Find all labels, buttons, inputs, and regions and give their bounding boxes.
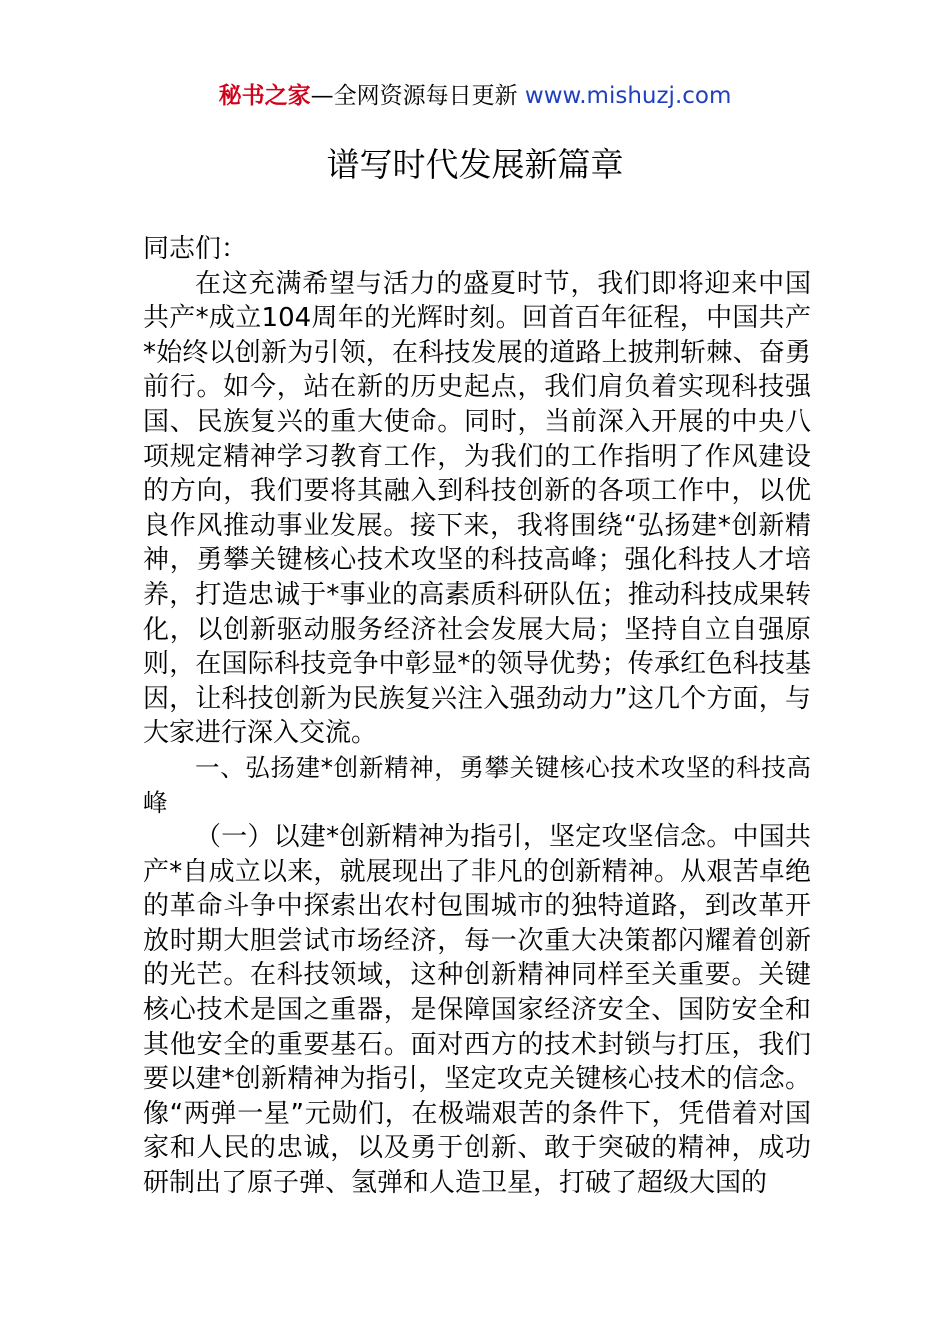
site-url-link[interactable]: www.mishuzj.com [524, 83, 732, 109]
document-body [143, 232, 811, 1201]
section-heading-1: 一、弘扬建*创新精神，勇攀关键核心技术攻坚的科技高峰 [143, 752, 811, 817]
salutation: 同志们： [143, 234, 248, 264]
brand-name: 秘书之家 [218, 83, 311, 109]
header-tagline: —全网资源每日更新 [310, 83, 518, 109]
site-header [0, 78, 950, 114]
document-title: 谱写时代发展新篇章 [326, 145, 624, 184]
paragraph-intro: 在这充满希望与活力的盛夏时节，我们即将迎来中国共产*成立104周年的光辉时刻。回首百年征程，中国共产*始终以创新为引领，在科技发展的道路上披荆斩棘、奋勇前行。如今，站在新的历史起点，我们肩负着实现科技强国、民族复兴的重大使命。同时，当前深入开展的中央八项规定精神学习教育工作，为我们的工作指明了作风建设的方向，我们要将其融入到科技创新的各项工作中，以优良作风推动事业发展。接下来，我将围绕“弘扬建*创新精神，勇攀关键核心技术攻坚的科技高峰；强化科技人才培养，打造忠诚于*事业的高素质科研队伍；推动科技成果转化，以创新驱动服务经济社会发展大局；坚持自立自强原则，在国际科技竞争中彰显*的领导优势；传承红色科技基因，让科技创新为民族复兴注入强劲动力”这几个方面，与大家进行深入交流。 [143, 268, 811, 749]
paragraph-section-1-1: （一）以建*创新精神为指引，坚定攻坚信念。中国共产*自成立以来，就展现出了非凡的创新精神。从艰苦卓绝的革命斗争中探索出农村包围城市的独特道路，到改革开放时期大胆尝试市场经济，每一次重大决策都闪耀着创新的光芒。在科技领域，这种创新精神同样至关重要。关键核心技术是国之重器，是保障国家经济安全、国防安全和其他安全的重要基石。面对西方的技术封锁与打压，我们要以建*创新精神为指引，坚定攻克关键核心技术的信念。像“两弹一星”元勋们，在极端艰苦的条件下，凭借着对国家和人民的忠诚，以及勇于创新、敢于突破的精神，成功研制出了原子弹、氢弹和人造卫星，打破了超级大国的 [143, 822, 811, 1199]
